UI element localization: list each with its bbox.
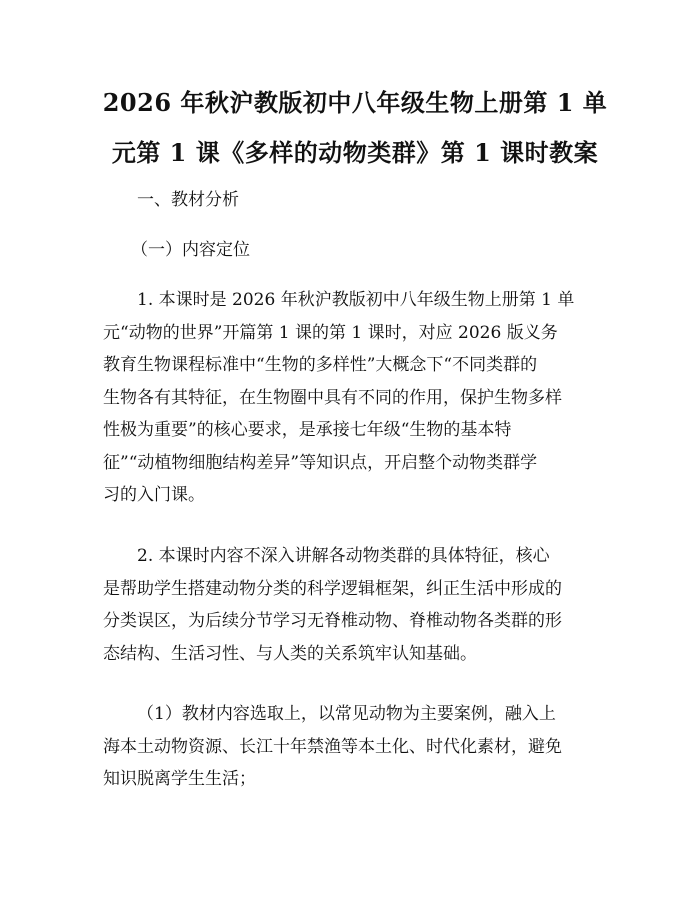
section-heading: 一、教材分析 — [137, 190, 239, 210]
paragraph-line: 知识脱离学生生活； — [103, 769, 256, 789]
paragraph-line: 是帮助学生搭建动物分类的科学逻辑框架，纠正生活中形成的 — [103, 578, 562, 599]
paragraph-line: （1）教材内容选取上，以常见动物为主要案例，融入上 — [137, 704, 556, 724]
paragraph-line: 1. 本课时是 2026 年秋沪教版初中八年级生物上册第 1 单 — [137, 290, 575, 310]
title-line-2: 元第 1 课《多样的动物类群》第 1 课时教案 — [111, 138, 599, 167]
document-title — [95, 78, 615, 178]
paragraph-line: 态结构、生活习性、与人类的关系筑牢认知基础。 — [103, 643, 477, 664]
paragraph-line: 教育生物课程标准中“生物的多样性”大概念下“不同类群的 — [103, 355, 538, 375]
paragraph-1 — [103, 284, 599, 512]
paragraph-line: 元“动物的世界”开篇第 1 课的第 1 课时，对应 2026 版义务 — [103, 322, 558, 343]
paragraph-line: 海本土动物资源、长江十年禁渔等本土化、时代化素材，避免 — [103, 736, 562, 757]
paragraph-line: 习的入门课。 — [103, 485, 205, 505]
paragraph-3 — [103, 698, 599, 796]
paragraph-line: 征”“动植物细胞结构差异”等知识点，开启整个动物类群学 — [103, 452, 538, 473]
title-line-1: 2026 年秋沪教版初中八年级生物上册第 1 单 — [102, 88, 608, 117]
paragraph-line: 性极为重要”的核心要求，是承接七年级“生物的基本特 — [103, 420, 512, 440]
paragraph-2 — [103, 540, 599, 670]
paragraph-line: 生物各有其特征，在生物圈中具有不同的作用，保护生物多样 — [103, 387, 562, 408]
paragraph-line: 2. 本课时内容不深入讲解各动物类群的具体特征，核心 — [137, 546, 550, 566]
subsection-heading: （一）内容定位 — [131, 240, 250, 260]
paragraph-line: 分类误区，为后续分节学习无脊椎动物、脊椎动物各类群的形 — [103, 611, 562, 631]
